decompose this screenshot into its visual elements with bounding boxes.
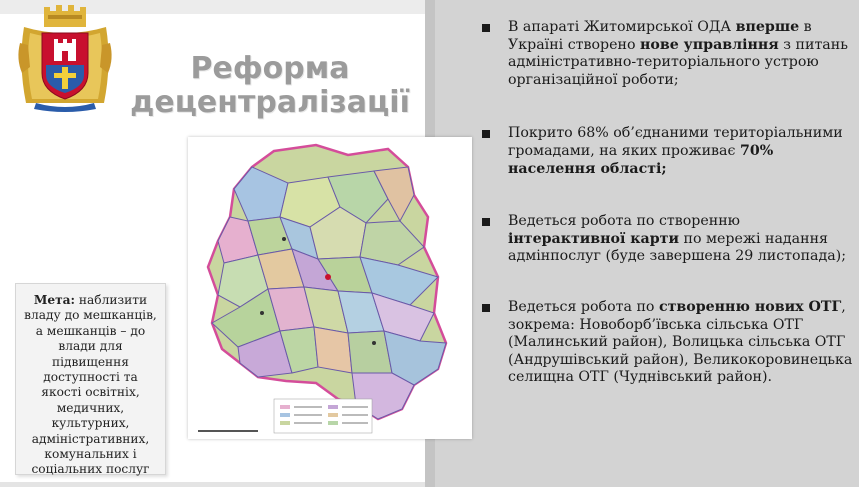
bullet-text: Ведеться робота по створенню: [508, 213, 741, 230]
decentralization-map-image: [188, 137, 472, 439]
bullet-bold: створенню нових ОТГ: [658, 298, 842, 315]
title-line-1: Реформа: [190, 51, 350, 86]
bullet-text: в Україні створено: [508, 19, 812, 53]
goal-text: наблизити владу до мешканців, а мешканців – до влади для підвищення доступності та якості освітніх, медичних, культурних, адміністративних, комунальних і соціальних послуг: [24, 293, 157, 477]
bullet-square-icon: [482, 304, 490, 312]
bullet-text: з питань адміністративно-територіального устрою організаційної роботи;: [508, 36, 848, 88]
bullet-item: [478, 19, 853, 89]
bullet-item: [478, 299, 853, 387]
slide-title: [120, 52, 420, 120]
bullet-text: , зокрема: Новоборб’ївська сільська ОТГ (Малинський район), Волицька сільська ОТГ (Андрушівський район), Великокоровинецька селищна ОТГ (Чуднівський район).: [508, 298, 853, 386]
bullet-bold: 70% населення області;: [508, 142, 774, 177]
coat-of-arms-emblem: [16, 3, 114, 115]
bullet-text: Покрито 68% об’єднаними територіальними громадами, на яких проживає: [508, 125, 843, 159]
bullet-bold: інтерактивної карти: [508, 230, 679, 247]
bullet-bold: нове управління: [640, 36, 779, 53]
goal-box: [15, 283, 166, 475]
goal-label: Мета:: [33, 293, 76, 307]
bullet-text: по мережі надання адмінпослуг (буде завершена 29 листопада);: [508, 230, 846, 265]
bullet-square-icon: [482, 130, 490, 138]
bullet-text: Ведеться робота по: [508, 298, 659, 315]
bullet-list: [478, 19, 853, 387]
bullet-bold: вперше: [735, 19, 800, 35]
title-line-2: децентралізації: [130, 85, 410, 120]
bullet-item: [478, 213, 853, 266]
bullet-square-icon: [482, 218, 490, 226]
bottom-line: [0, 482, 425, 487]
bullet-item: [478, 125, 853, 178]
bullet-square-icon: [482, 24, 490, 32]
bullet-text: В апараті Житомирської ОДА: [508, 19, 736, 35]
